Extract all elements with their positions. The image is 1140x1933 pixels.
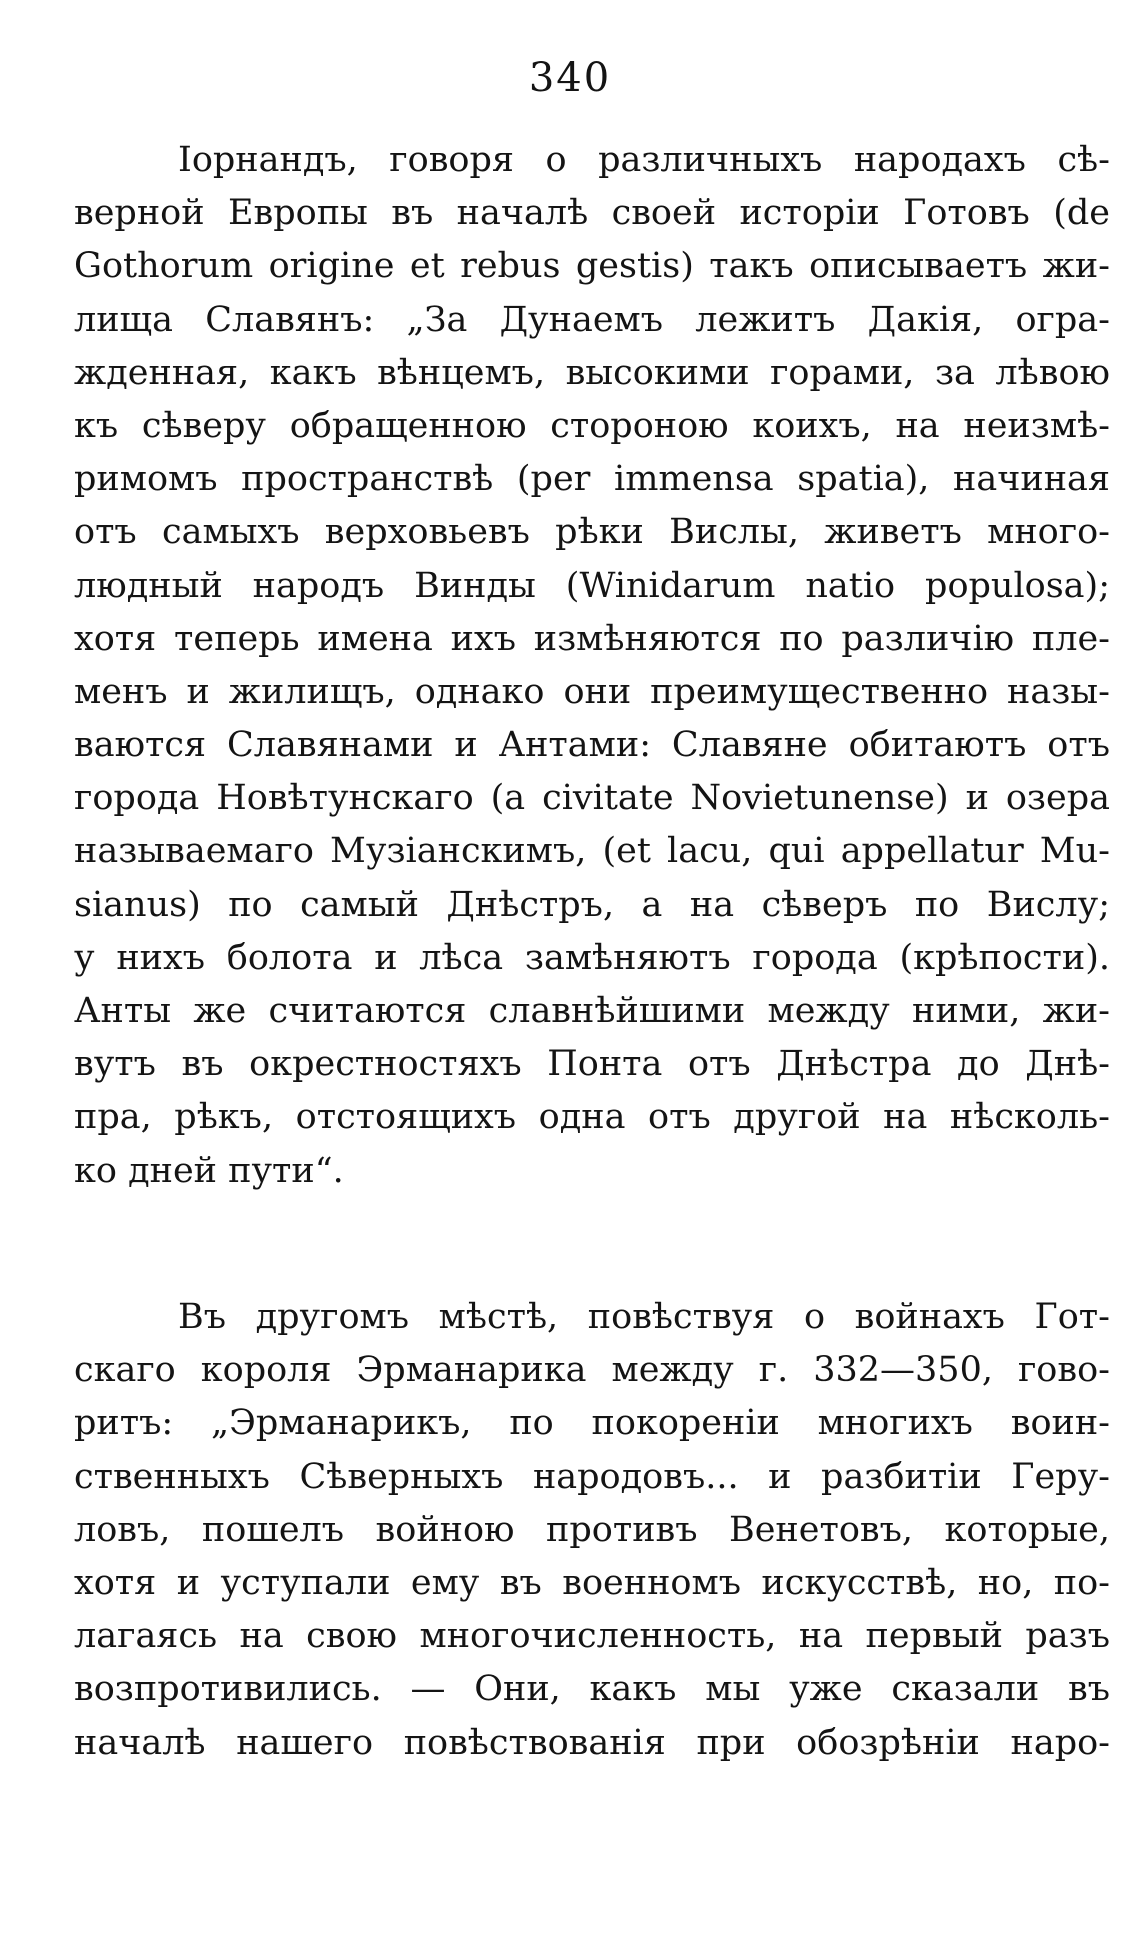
text-line: Анты же считаются славнѣйшими между ними, жи- [74, 991, 1110, 1031]
paragraph-1 [74, 134, 1110, 1198]
text-line: Gothorum origine et rebus gestis) такъ описываетъ жи- [74, 246, 1110, 287]
text-line: ваются Славянами и Антами: Славяне обитаютъ отъ [74, 725, 1110, 766]
text-line: города Новѣтунскаго (a civitate Novietunense) и озера [74, 778, 1110, 819]
text-line: къ сѣверу обращенною стороною коихъ, на неизмѣ- [74, 405, 1110, 446]
text-line: отъ самыхъ верховьевъ рѣки Вислы, живетъ много- [74, 512, 1110, 553]
text-line: жденная, какъ вѣнцемъ, высокими горами, за лѣвою [74, 352, 1110, 393]
text-line: пра, рѣкъ, отстоящихъ одна отъ другой на нѣсколь- [74, 1097, 1110, 1138]
text-line: у нихъ болота и лѣса замѣняютъ города (крѣпости). [74, 937, 1110, 978]
text-line: sianus) по самый Днѣстръ, а на сѣверъ по Вислу; [74, 884, 1110, 925]
text-line: Въ другомъ мѣстѣ, повѣствуя о войнахъ Гот- [178, 1297, 1110, 1337]
paragraph-2 [74, 1291, 1110, 1770]
text-line: менъ и жилищъ, однако они преимущественно назы- [74, 671, 1110, 712]
text-line: хотя теперь имена ихъ измѣняются по различію пле- [74, 618, 1110, 659]
text-line: началѣ нашего повѣствованія при обозрѣніи наро- [74, 1722, 1110, 1763]
text-line: людный народъ Винды (Winidarum natio populosa); [74, 565, 1110, 606]
text-line: вутъ въ окрестностяхъ Понта отъ Днѣстра до Днѣ- [74, 1044, 1110, 1085]
text-line: скаго короля Эрманарика между г. 332—350, гово- [74, 1350, 1110, 1391]
text-line: лища Славянъ: „За Дунаемъ лежитъ Дакія, огра- [74, 299, 1110, 340]
text-line: ловъ, пошелъ войною противъ Венетовъ, которые, [74, 1509, 1110, 1550]
text-line: называемаго Музіанскимъ, (et lacu, qui appellatur Mu- [74, 831, 1110, 872]
text-line: лагаясь на свою многочисленность, на первый разъ [74, 1616, 1110, 1657]
text-line: ритъ: „Эрманарикъ, по покореніи многихъ воин- [74, 1403, 1110, 1444]
text-line: верной Европы въ началѣ своей исторіи Готовъ (de [74, 193, 1110, 234]
page-number: 340 [528, 55, 612, 101]
text-line: возпротивились. — Они, какъ мы уже сказали въ [74, 1669, 1110, 1710]
text-line: ко дней пути“. [74, 1150, 344, 1191]
text-line: хотя и уступали ему въ военномъ искусствѣ, но, по- [74, 1562, 1110, 1603]
text-line: ственныхъ Сѣверныхъ народовъ... и разбитіи Геру- [74, 1456, 1110, 1497]
text-line: Іорнандъ, говоря о различныхъ народахъ сѣ- [178, 140, 1110, 180]
text-line: римомъ пространствѣ (per immensa spatia), начиная [74, 459, 1110, 500]
